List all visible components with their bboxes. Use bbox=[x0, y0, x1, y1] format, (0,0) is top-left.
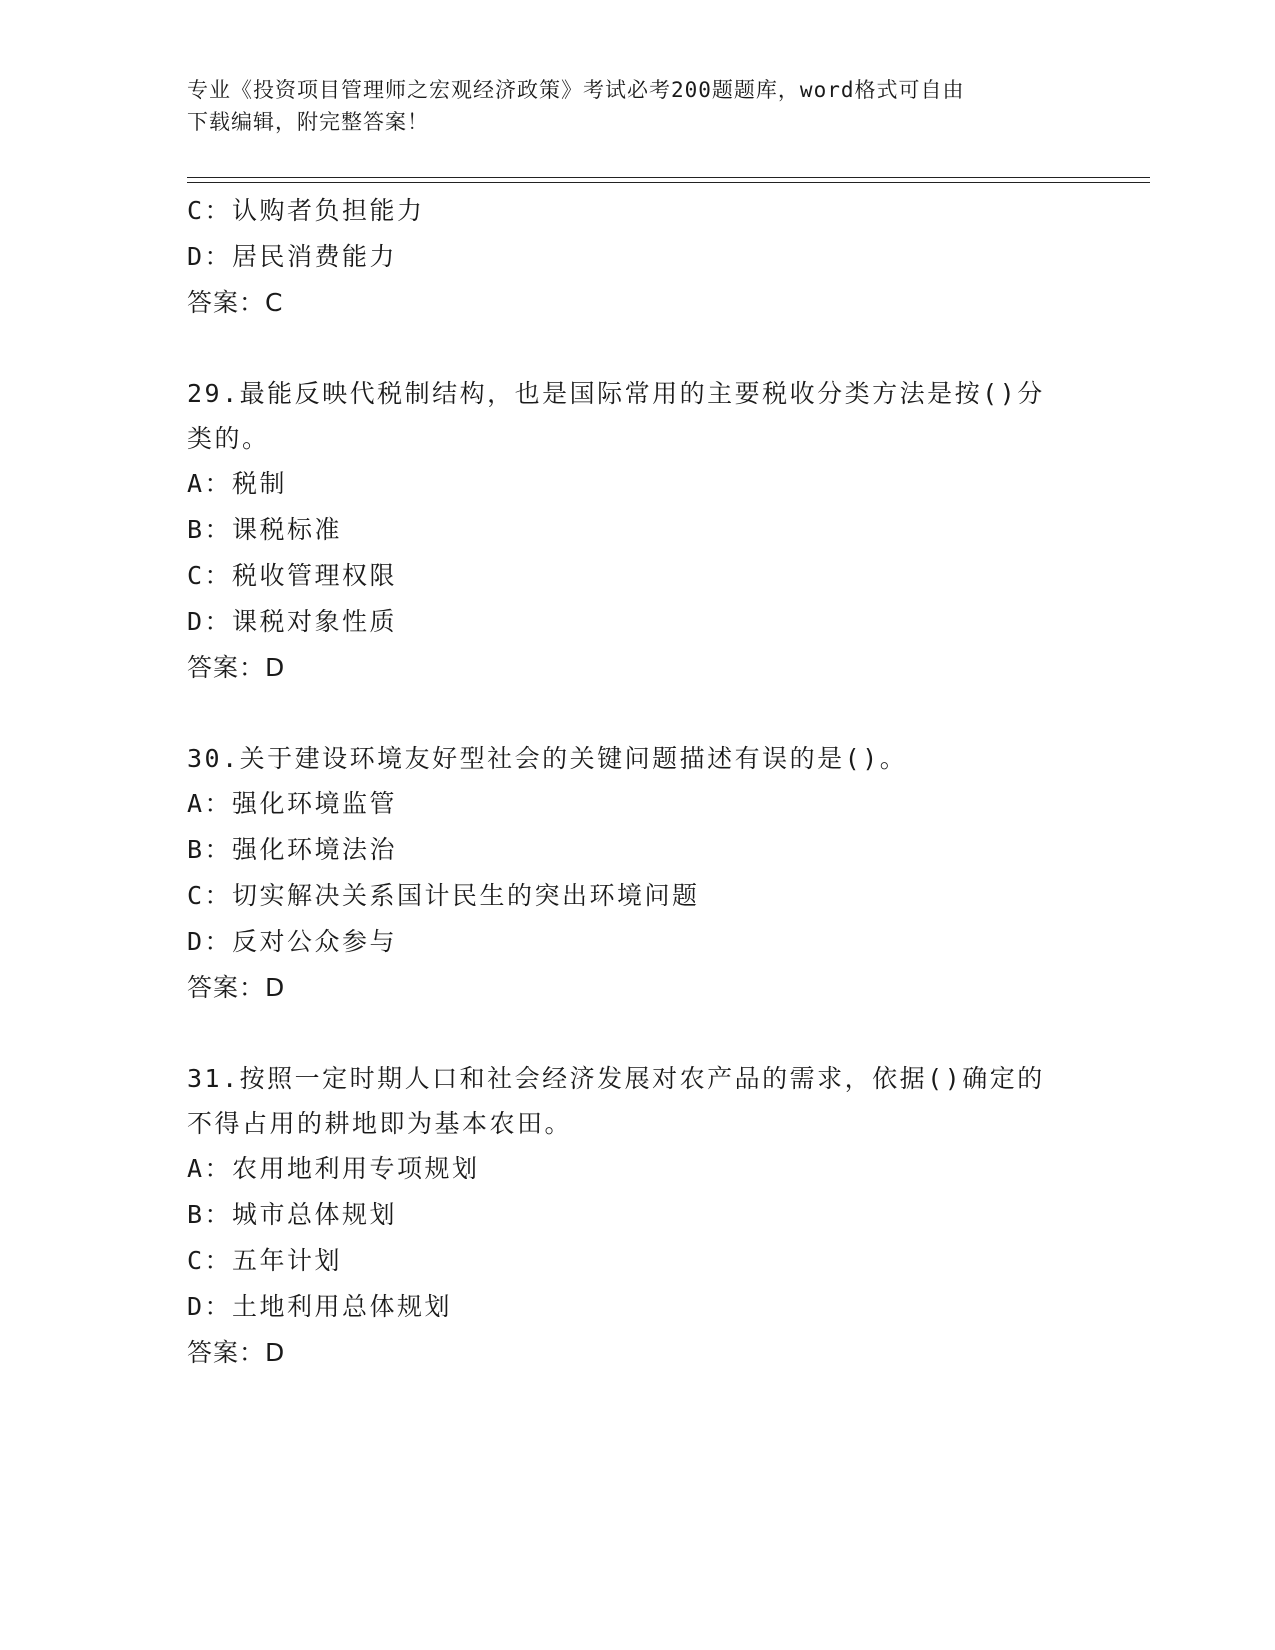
spacer bbox=[187, 326, 1087, 371]
document-body bbox=[187, 188, 1087, 1376]
option-a: A：农用地利用专项规划 bbox=[187, 1154, 480, 1183]
spacer bbox=[187, 691, 1087, 736]
header-divider-bottom bbox=[187, 182, 1150, 183]
header-divider-top bbox=[187, 177, 1150, 178]
header-line-2: 下载编辑，附完整答案！ bbox=[187, 110, 429, 134]
question-block-28 bbox=[187, 188, 1087, 326]
question-stem-line: 31.按照一定时期人口和社会经济发展对农产品的需求，依据()确定的 bbox=[187, 1064, 1045, 1093]
option-a: A：强化环境监管 bbox=[187, 789, 398, 818]
option-b: B：课税标准 bbox=[187, 515, 343, 544]
question-block-31 bbox=[187, 1056, 1087, 1376]
option-d: D：课税对象性质 bbox=[187, 607, 398, 636]
option-b: B：强化环境法治 bbox=[187, 835, 398, 864]
document-header bbox=[187, 74, 1067, 138]
option-a: A：税制 bbox=[187, 469, 288, 498]
question-stem-line: 类的。 bbox=[187, 424, 270, 453]
option-c: C：五年计划 bbox=[187, 1246, 343, 1275]
option-d: D：居民消费能力 bbox=[187, 242, 398, 271]
question-stem-line: 30.关于建设环境友好型社会的关键问题描述有误的是()。 bbox=[187, 744, 908, 773]
option-c: C：税收管理权限 bbox=[187, 561, 398, 590]
option-c: C：切实解决关系国计民生的突出环境问题 bbox=[187, 881, 700, 910]
answer-line: 答案：D bbox=[187, 653, 286, 682]
answer-line: 答案：D bbox=[187, 1338, 286, 1367]
spacer bbox=[187, 1011, 1087, 1056]
option-d: D：反对公众参与 bbox=[187, 927, 398, 956]
question-block-30 bbox=[187, 736, 1087, 1011]
option-b: B：城市总体规划 bbox=[187, 1200, 398, 1229]
answer-line: 答案：C bbox=[187, 288, 284, 317]
question-block-29 bbox=[187, 371, 1087, 691]
option-c: C：认购者负担能力 bbox=[187, 196, 425, 225]
option-d: D：土地利用总体规划 bbox=[187, 1292, 453, 1321]
answer-line: 答案：D bbox=[187, 973, 286, 1002]
question-stem-line: 不得占用的耕地即为基本农田。 bbox=[187, 1109, 573, 1138]
header-line-1: 专业《投资项目管理师之宏观经济政策》考试必考200题题库，word格式可自由 bbox=[187, 78, 965, 102]
question-stem-line: 29.最能反映代税制结构，也是国际常用的主要税收分类方法是按()分 bbox=[187, 379, 1045, 408]
